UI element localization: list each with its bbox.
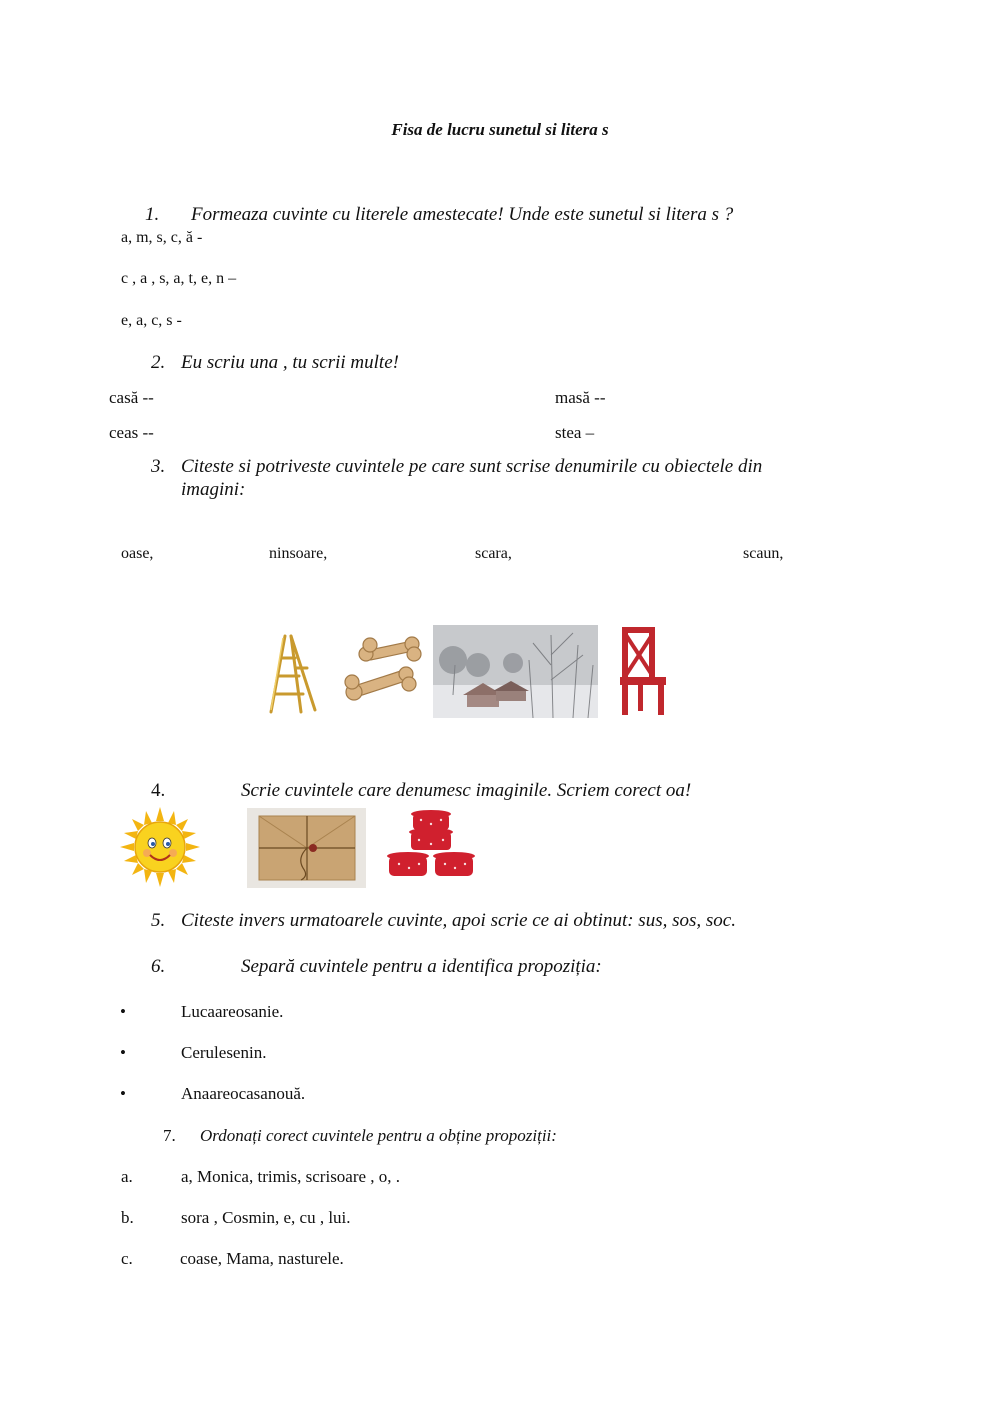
- bullet: •: [120, 1084, 126, 1103]
- q2-number: 2.: [151, 352, 166, 373]
- q3-word: oase,: [121, 545, 154, 562]
- q3-number: 3.: [151, 456, 166, 477]
- q7-text: Ordonați corect cuvintele pentru a obține propoziții:: [200, 1126, 557, 1145]
- q7-item-text: sora , Cosmin, e, cu , lui.: [181, 1208, 351, 1227]
- q2-left-item: casă --: [109, 388, 154, 407]
- q1-item: a, m, s, c, ă -: [121, 229, 203, 246]
- q7-item-text: a, Monica, trimis, scrisoare , o, .: [181, 1167, 401, 1186]
- page-title: Fisa de lucru sunetul si litera s: [391, 120, 609, 139]
- q1-text: Formeaza cuvinte cu literele amestecate! Unde este sunetul si litera s ?: [191, 204, 734, 225]
- q1-item: e, a, c, s -: [121, 312, 182, 329]
- q7-item-label: b.: [121, 1208, 134, 1227]
- q1-number: 1.: [145, 204, 160, 225]
- q7-item-label: a.: [121, 1167, 133, 1186]
- q4-text: Scrie cuvintele care denumesc imaginile. Scriem corect oa!: [241, 780, 692, 801]
- q7-number: 7.: [163, 1126, 176, 1145]
- sun-image: [120, 807, 200, 887]
- q4-number: 4.: [151, 780, 166, 801]
- q6-item: Lucaareosanie.: [181, 1002, 284, 1021]
- ladder-image: [265, 632, 323, 716]
- q2-text: Eu scriu una , tu scrii multe!: [181, 352, 399, 373]
- q6-text: Separă cuvintele pentru a identifica propoziția:: [241, 956, 602, 977]
- q3-word: ninsoare,: [269, 545, 328, 562]
- q2-right-item: masă --: [555, 388, 606, 407]
- q7-item-text: coase, Mama, nasturele.: [180, 1249, 344, 1268]
- q5-text: Citeste invers urmatoarele cuvinte, apoi scrie ce ai obtinut: sus, sos, soc.: [181, 910, 736, 931]
- q3-word: scaun,: [743, 545, 784, 562]
- q1-item: c , a , s, a, t, e, n –: [121, 270, 237, 287]
- chair-image: [614, 625, 669, 717]
- q2-right-item: stea –: [555, 423, 595, 442]
- q2-left-item: ceas --: [109, 423, 154, 442]
- q3-text-line2: imagini:: [181, 479, 246, 500]
- q6-item: Cerulesenin.: [181, 1043, 267, 1062]
- pots-image: [385, 806, 477, 884]
- snow-image: [433, 625, 598, 718]
- q3-text-line1: Citeste si potriveste cuvintele pe care sunt scrise denumirile cu obiectele din: [181, 456, 763, 477]
- bullet: •: [120, 1002, 126, 1021]
- q3-word: scara,: [475, 545, 512, 562]
- q7-item-label: c.: [121, 1249, 133, 1268]
- envelope-image: [247, 808, 366, 888]
- q6-item: Anaareocasanouă.: [181, 1084, 306, 1103]
- bones-image: [344, 634, 432, 704]
- bullet: •: [120, 1043, 126, 1062]
- q6-number: 6.: [151, 956, 166, 977]
- q5-number: 5.: [151, 910, 166, 931]
